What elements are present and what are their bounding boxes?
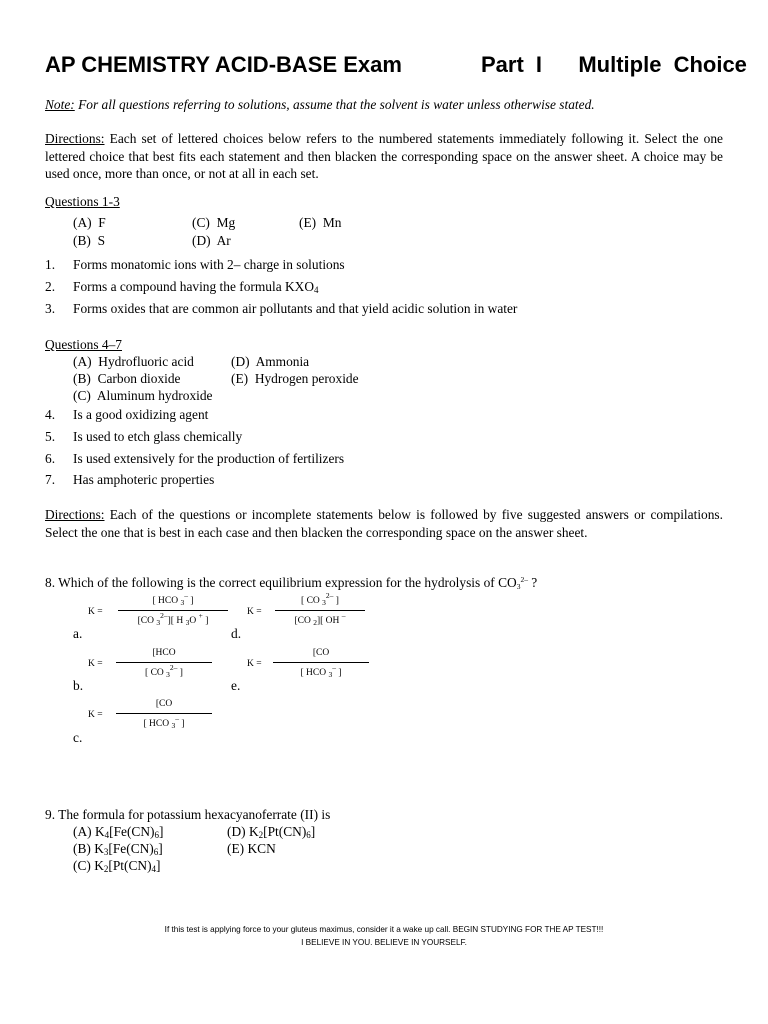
footer-line-2: I BELIEVE IN YOU. BELIEVE IN YOURSELF. — [301, 938, 467, 947]
note — [45, 96, 745, 114]
q8-option-b[interactable]: b. — [73, 678, 84, 693]
q8-option-a[interactable]: a. — [73, 626, 83, 641]
set2-choice-a: (A) Hydrofluoric acid — [73, 354, 194, 369]
question-1-text: Forms monatomic ions with 2– charge in solutions — [73, 257, 345, 272]
q9-choice-c[interactable]: (C) $K_2[Pt(CN)_4]$ — [73, 858, 161, 874]
directions-2-text: Each of the questions or incomplete statements below is followed by five suggested answers or compilations. Select the one that is best in each case and then blacken the corresponding space on the answer sheet. — [45, 507, 723, 540]
q8-option-d[interactable]: d. — [231, 626, 242, 641]
set2-choice-c: (C) Aluminum hydroxide — [73, 388, 213, 403]
set2-choice-d: (D) Ammonia — [231, 354, 310, 369]
note-text: For all questions referring to solutions, assume that the solvent is water unless otherwise stated. — [78, 97, 595, 112]
question-4: 4. — [45, 407, 56, 422]
question-2: 2. — [45, 279, 56, 294]
question-1: 1. — [45, 257, 56, 272]
question-4-text: Is a good oxidizing agent — [73, 407, 209, 422]
footer-line-1: If this test is applying force to your gluteus maximus, consider it a wake up call. BEGIN STUDYING FOR THE AP TEST!!! — [164, 925, 604, 934]
q9-choice-e[interactable]: (E) KCN — [227, 841, 276, 856]
set1-choice-b: (B) S — [73, 233, 106, 248]
directions-1-label: Directions: — [45, 131, 105, 146]
q9-choice-d[interactable]: (D) $K_2[Pt(CN)_6]$ — [227, 824, 316, 840]
set2-choice-e: (E) Hydrogen peroxide — [231, 371, 359, 386]
set1-choice-a: (A) F — [73, 215, 106, 230]
q9-choice-a[interactable]: (A) $K_4[Fe(CN)_6]$ — [73, 824, 164, 840]
question-3: 3. — [45, 301, 56, 316]
exam-page: AP CHEMISTRY ACID-BASE Exam Part I Multiple Choice Note: For all questions referring to solutions, assume that the solvent is water unless otherwise stated. Directions: Each set of lettered choices below refers to the numbered statements immediately following it. Select the one lettered choice that best fits each statement and then blacken the corresponding space on the answer sheet. A choice may be used once, more than once, or not at all in each set. Questions 1-3 (A) F (C) Mg (E) Mn (B) S (D) Ar 1. Forms monatomic ions with 2– charge in solutions 2. Forms a compound having the formula $KXO_4$ 3. Forms oxides that are common air pollutants and that yield acidic solution in water Questions 4–7 (A) Hydrofluoric acid (D) Ammonia (B) Carbon dioxide (E) Hydrogen peroxide (C) Aluminum hydroxide 4. Is a good oxidizing agent 5. Is used to etch glass chemically 6. Is used extensively for the production of fertilizers 7. Has amphoteric properties Directions: Each of the questions or incomplete statements below is followed by five suggested answers or compilations. Select the one that is best in each case and then blacken the corresponding space on the answer sheet. 8. Which of the following is the correct equilibrium expression for the hydrolysis of $CO_3^{2-}$ ? K = [ HCO $_3$– ] [CO $_3^{2-}$][ H $_3$O + ] a. K = [ CO $_3^{2-}$ ] [CO $_2$][ OH – d. K = [HCO [ CO $_3^{2-}$ ] b. K = [CO [ HCO $_3$– ] e. K = [CO [ HCO $_3$– ] c. 9. The formula for potassium hexacyanoferrate (II) is (A) $K_4[Fe(CN)_6]$ (D) $K_2[Pt(CN)_6]$ (B) $K_3[Fe(CN)_6]$ (E) KCN (C) $K_2[Pt(CN)_4]$ If this test is applying force to your gluteus maximus, consider it a wake up call. BEGIN STUDYING FOR THE AP TEST!!! I BELIEVE IN YOU. BELIEVE IN YOURSELF. — [0, 0, 768, 1024]
part-title: Part I Multiple Choice — [481, 52, 747, 77]
directions-1-text: Each set of lettered choices below refers to the numbered statements immediately following it. Select the one lettered choice that best fits each statement and then blacken the corresponding space on the answer sheet. A choice may be used once, more than once, or not at all in each set. — [45, 131, 723, 181]
question-7: 7. — [45, 472, 56, 487]
set1-choice-c: (C) Mg — [192, 215, 236, 230]
set1-heading: Questions 1-3 — [45, 194, 120, 209]
directions-2-label: Directions: — [45, 507, 105, 522]
question-3-text: Forms oxides that are common air pollutants and that yield acidic solution in water — [73, 301, 518, 316]
question-5: 5. — [45, 429, 56, 444]
q8-option-c[interactable]: c. — [73, 730, 83, 745]
question-2-text: Forms a compound having the formula $KXO_4$ — [73, 279, 319, 295]
q8-option-e[interactable]: e. — [231, 678, 241, 693]
question-9-stem: 9. The formula for potassium hexacyanoferrate (II) is — [45, 807, 331, 822]
question-6-text: Is used extensively for the production of fertilizers — [73, 451, 345, 466]
set1-choice-d: (D) Ar — [192, 233, 231, 248]
set2-heading: Questions 4–7 — [45, 337, 122, 352]
note-label: Note: — [45, 97, 75, 112]
q9-choice-b[interactable]: (B) $K_3[Fe(CN)_6]$ — [73, 841, 163, 857]
set2-choice-b: (B) Carbon dioxide — [73, 371, 181, 386]
question-5-text: Is used to etch glass chemically — [73, 429, 243, 444]
question-8-stem: 8. Which of the following is the correct equilibrium expression for the hydrolysis of $CO_3^{2-}$ ? — [45, 575, 538, 591]
question-7-text: Has amphoteric properties — [73, 472, 215, 487]
directions-1 — [45, 130, 723, 183]
set1-choice-e: (E) Mn — [299, 215, 342, 230]
exam-title: AP CHEMISTRY ACID-BASE Exam — [45, 52, 402, 77]
question-6: 6. — [45, 451, 56, 466]
directions-2 — [45, 506, 723, 541]
